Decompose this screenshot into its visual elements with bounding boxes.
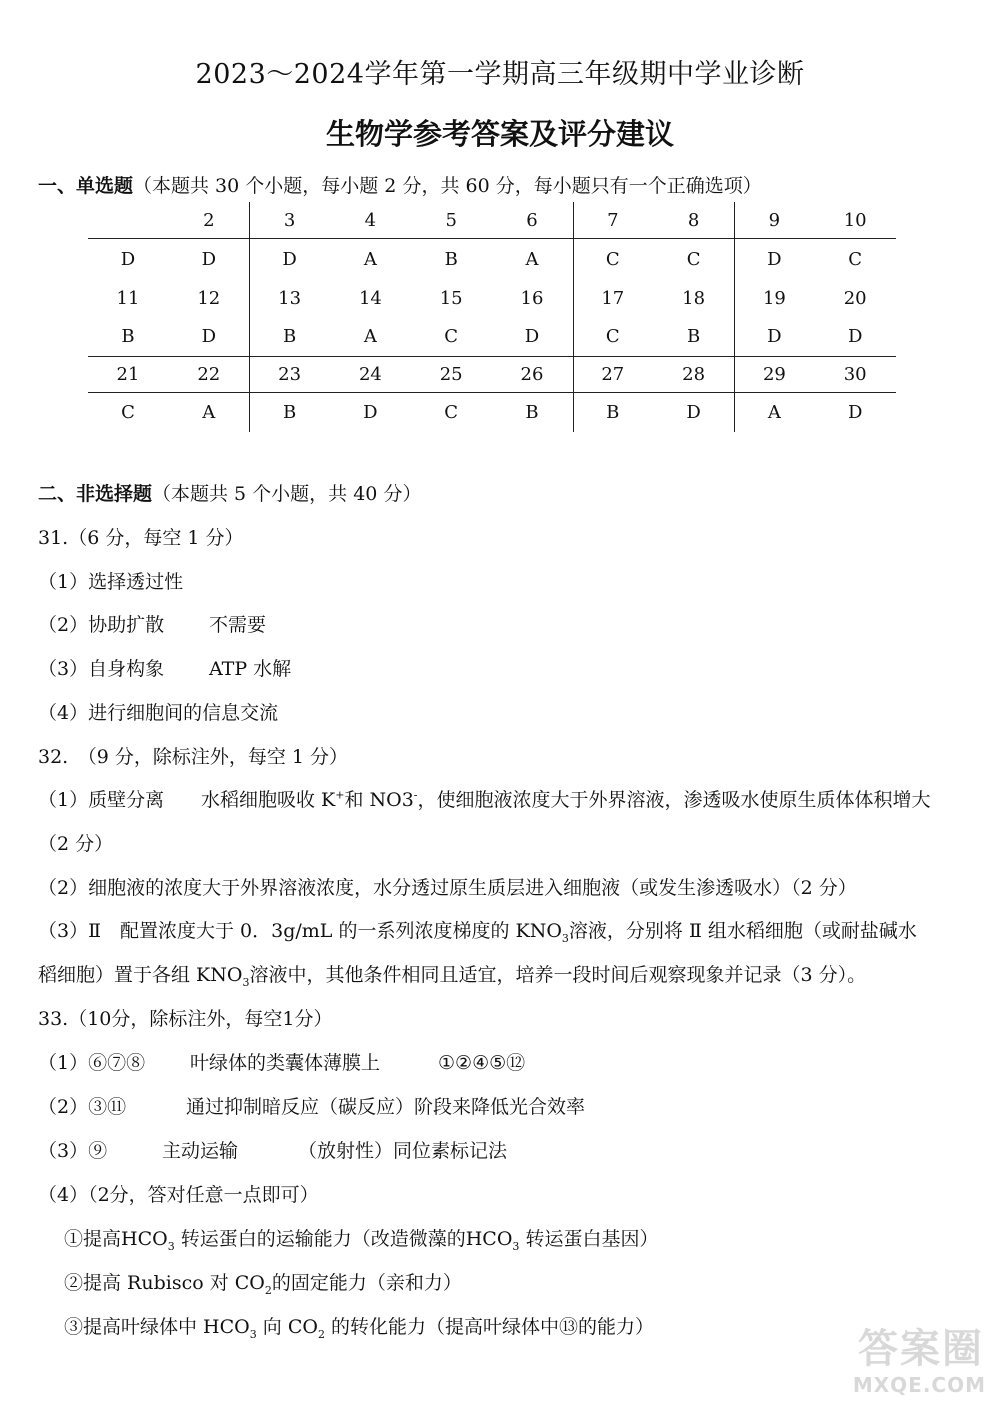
q33-option-2: ②提高 Rubisco 对 $CO_2$的固定能力（亲和力）: [64, 1272, 462, 1297]
table-cell: B: [525, 402, 539, 423]
table-cell: D: [120, 249, 136, 270]
table-cell: 25: [439, 364, 463, 385]
q32-answer-3b: 稻细胞）置于各组 $KNO_3$溶液中，其他条件相同且适宜，培养一段时间后观察现象并记录（3 分）。: [38, 964, 867, 989]
table-cell: C: [444, 326, 459, 347]
q33-answer-4: （4）（2分，答对任意一点即可）: [38, 1184, 319, 1206]
table-cell: 12: [197, 288, 221, 309]
q32-answer-3a: （3）Ⅱ 配置浓度大于 0．3g/mL 的一系列浓度梯度的 $KNO_3$溶液，分别将 Ⅱ 组水稻细胞（或耐盐碱水: [38, 920, 917, 945]
q32-answer-1b: 水稻细胞吸收 K+和 NO3-，使细胞液浓度大于外界溶液，渗透吸水使原生质体体积增大: [201, 788, 931, 811]
q32-answer-2: （2）细胞液的浓度大于外界溶液浓度，水分透过原生质层进入细胞液（或发生渗透吸水）（2 分）: [38, 877, 857, 899]
table-cell: A: [363, 249, 377, 270]
q31-answer-3b: ATP 水解: [209, 658, 292, 680]
q33-answer-3a: （3）⑨: [38, 1140, 108, 1162]
table-cell: C: [605, 326, 620, 347]
table-cell: D: [686, 402, 701, 423]
table-cell: 5: [445, 210, 457, 231]
table-cell: D: [847, 326, 863, 347]
table-cell: 22: [197, 364, 221, 385]
q33-option-1: ①提高$HCO_3$ 转运蛋白的运输能力（改造微藻的$HCO_3$ 转运蛋白基因）: [64, 1228, 659, 1253]
answer-table: [88, 202, 896, 432]
q33-answer-1a: （1）⑥⑦⑧: [38, 1052, 146, 1074]
page-subtitle: 生物学参考答案及评分建议: [325, 117, 674, 151]
table-rule: [88, 356, 896, 357]
table-cell: 14: [358, 288, 382, 309]
q33-answer-2b: 通过抑制暗反应（碳反应）阶段来降低光合效率: [186, 1096, 586, 1118]
q31-answer-3a: （3）自身构象: [38, 658, 165, 680]
table-divider: [734, 202, 735, 432]
table-cell: 16: [520, 288, 544, 309]
q33-option-3: ③提高叶绿体中 $HCO_3$ 向 $CO_2$ 的转化能力（提高叶绿体中⑬的能力）: [64, 1316, 654, 1341]
page-title: 2023～2024学年第一学期高三年级期中学业诊断: [195, 59, 805, 90]
table-cell: 18: [682, 288, 706, 309]
table-cell: B: [121, 326, 135, 347]
table-cell: A: [202, 402, 216, 423]
q33-heading: 33.（10分，除标注外，每空1分）: [38, 1008, 333, 1030]
watermark-logo: 答案圈: [858, 1326, 984, 1372]
table-cell: 23: [278, 364, 302, 385]
q31-answer-4: （4）进行细胞间的信息交流: [38, 702, 279, 724]
table-cell: D: [524, 326, 540, 347]
table-cell: C: [686, 249, 701, 270]
table-cell: A: [363, 326, 377, 347]
table-cell: D: [767, 326, 782, 347]
section2-note: （本题共 5 个小题，共 40 分）: [152, 483, 422, 505]
table-cell: A: [767, 402, 781, 423]
table-cell: 28: [682, 364, 706, 385]
table-cell: 26: [520, 364, 544, 385]
q33-answer-3c: （放射性）同位素标记法: [298, 1140, 508, 1162]
table-cell: 19: [762, 288, 786, 309]
table-cell: 29: [762, 364, 786, 385]
table-divider: [573, 202, 574, 432]
table-cell: 13: [278, 288, 302, 309]
q31-answer-2a: （2）协助扩散: [38, 614, 165, 636]
section2-heading: 二、非选择题: [38, 483, 153, 505]
table-cell: 21: [116, 364, 140, 385]
table-cell: C: [121, 402, 135, 423]
table-cell: 15: [439, 288, 463, 309]
watermark: [798, 1317, 988, 1397]
table-cell: 10: [843, 210, 867, 231]
table-cell: C: [848, 249, 863, 270]
table-cell: 4: [364, 210, 377, 231]
table-cell: 17: [601, 288, 625, 309]
table-cell: 27: [601, 364, 625, 385]
q32-heading: 32. （9 分，除标注外，每空 1 分）: [38, 746, 349, 768]
table-cell: D: [201, 249, 217, 270]
section1-heading-line: [38, 171, 762, 198]
table-cell: 8: [687, 210, 700, 231]
table-cell: A: [525, 249, 539, 270]
table-cell: 30: [843, 364, 867, 385]
table-rule: [88, 392, 896, 393]
q32-answer-1a: （1）质壁分离: [38, 789, 165, 811]
section2-heading-line: [38, 479, 421, 506]
q31-answer-1: （1）选择透过性: [38, 571, 184, 593]
table-cell: D: [363, 402, 378, 423]
q32-answer-1c: （2 分）: [38, 833, 114, 855]
table-cell: B: [282, 326, 297, 347]
q31-answer-2b: 不需要: [209, 614, 267, 636]
table-cell: 9: [768, 210, 781, 231]
table-cell: 20: [843, 288, 867, 309]
table-cell: B: [686, 326, 701, 347]
table-rule: [88, 238, 896, 239]
q33-answer-2a: （2）③⑪: [38, 1096, 127, 1118]
table-cell: C: [444, 402, 459, 423]
table-cell: 6: [526, 210, 538, 231]
table-cell: 11: [116, 288, 140, 309]
table-cell: B: [282, 402, 297, 423]
watermark-url: MXQE.COM: [852, 1373, 986, 1397]
table-cell: 7: [607, 210, 619, 231]
q33-answer-1b: 叶绿体的类囊体薄膜上: [190, 1052, 381, 1074]
q33-answer-1c: ①②④⑤⑫: [438, 1052, 526, 1074]
table-cell: 24: [358, 364, 382, 385]
table-cell: D: [767, 249, 782, 270]
table-cell: D: [201, 326, 217, 347]
table-cell: 3: [283, 210, 296, 231]
q33-answer-3b: 主动运输: [162, 1140, 239, 1162]
table-cell: D: [282, 249, 297, 270]
section1-heading: 一、单选题: [38, 175, 134, 197]
table-cell: D: [847, 402, 863, 423]
table-divider: [249, 202, 250, 432]
section1-note: （本题共 30 个小题，每小题 2 分，共 60 分，每小题只有一个正确选项）: [133, 175, 762, 197]
table-cell: C: [605, 249, 620, 270]
q31-heading: 31.（6 分，每空 1 分）: [38, 527, 244, 549]
table-cell: B: [444, 249, 458, 270]
table-cell: B: [606, 402, 620, 423]
table-cell: 2: [203, 210, 215, 231]
